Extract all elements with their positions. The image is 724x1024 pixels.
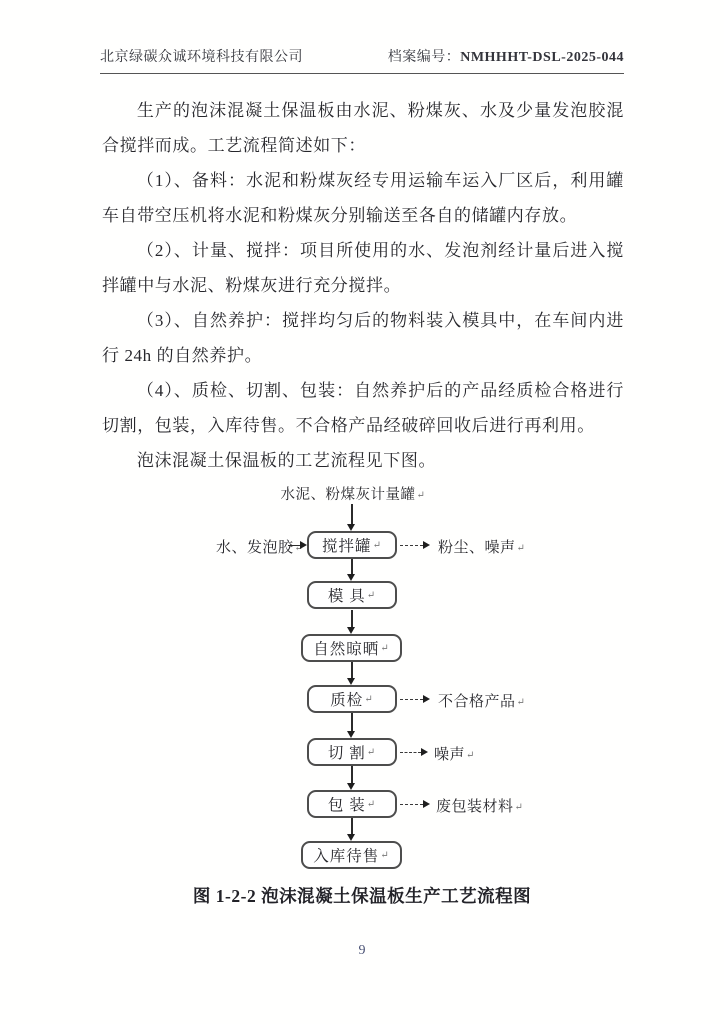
- archive-number-value: NMHHHT-DSL-2025-044: [460, 50, 624, 65]
- down-arrow-icon: [351, 610, 353, 627]
- figure-caption: 图 1-2-2 泡沫混凝土保温板生产工艺流程图: [192, 886, 532, 906]
- flowchart-node-mixing-tank: 搅拌罐 ↵: [307, 531, 397, 559]
- return-mark-icon: ↵: [366, 746, 377, 758]
- return-mark-icon: ↵: [516, 543, 526, 554]
- paragraph-step-1: （1）、备料：水泥和粉煤灰经专用运输车运入厂区后，利用罐车自带空压机将水泥和粉煤灰分别输送至各自的储罐内存放。: [102, 171, 624, 225]
- company-name: 北京绿碳众诚环境科技有限公司: [100, 50, 303, 65]
- dashed-arrow-icon: [400, 752, 421, 753]
- archive-number-label: 档案编号：: [387, 50, 461, 65]
- down-arrow-icon: [351, 713, 353, 731]
- paragraph-step-3: （3）、自然养护：搅拌均匀后的物料装入模具中，在车间内进行 24h 的自然养护。: [102, 311, 624, 365]
- flowchart-node-warehouse: 入库待售 ↵: [301, 841, 402, 869]
- return-mark-icon: ↵: [366, 589, 377, 601]
- body-text: [102, 93, 624, 478]
- return-mark-icon: ↵: [364, 693, 374, 705]
- return-mark-icon: ↵: [366, 798, 377, 810]
- return-mark-icon: ↵: [516, 697, 526, 708]
- flowchart-node-quality-check: 质检 ↵: [307, 685, 397, 713]
- emission-label-rejects: 不合格产品↵: [438, 694, 526, 710]
- down-arrow-icon: [351, 818, 353, 834]
- dashed-arrow-icon: [400, 804, 423, 805]
- right-arrow-icon: [288, 545, 300, 546]
- down-arrow-icon: [351, 766, 353, 783]
- down-arrow-icon: [351, 504, 353, 524]
- dashed-arrow-icon: [400, 545, 423, 546]
- page-number: 9: [358, 943, 366, 958]
- paragraph-figure-ref: 泡沫混凝土保温板的工艺流程见下图。: [136, 451, 437, 470]
- down-arrow-icon: [351, 662, 353, 678]
- process-flowchart: [0, 478, 724, 880]
- return-mark-icon: ↵: [294, 543, 304, 554]
- flowchart-node-natural-curing: 自然晾晒 ↵: [301, 634, 402, 662]
- paragraph-step-4: （4）、质检、切割、包装：自然养护后的产品经质检合格进行切割，包装，入库待售。不合格产品经破碎回收后进行再利用。: [102, 381, 624, 435]
- emission-label-waste-packaging: 废包装材料↵: [436, 799, 524, 815]
- return-mark-icon: ↵: [372, 539, 382, 551]
- flowchart-node-packaging: 包 装 ↵: [307, 790, 397, 818]
- dashed-arrow-icon: [400, 699, 423, 700]
- return-mark-icon: ↵: [380, 642, 390, 654]
- flowchart-node-mold: 模 具 ↵: [307, 581, 397, 609]
- emission-label-dust-noise: 粉尘、噪声↵: [438, 540, 526, 556]
- paragraph-step-2: （2）、计量、搅拌：项目所使用的水、发泡剂经计量后进入搅拌罐中与水泥、粉煤灰进行充分搅拌。: [102, 241, 624, 295]
- flowchart-node-cutting: 切 割 ↵: [307, 738, 397, 766]
- down-arrow-icon: [351, 559, 353, 574]
- paragraph-intro: 生产的泡沫混凝土保温板由水泥、粉煤灰、水及少量发泡胶混合搅拌而成。工艺流程简述如下：: [102, 101, 624, 155]
- return-mark-icon: ↵: [380, 849, 390, 861]
- flowchart-source-label: 水泥、粉煤灰计量罐↵: [280, 487, 426, 503]
- return-mark-icon: ↵: [416, 490, 426, 501]
- archive-number-field: [388, 46, 624, 66]
- return-mark-icon: ↵: [514, 802, 524, 813]
- return-mark-icon: ↵: [466, 750, 475, 761]
- flowchart-input-label: 水、发泡胶↵: [216, 540, 304, 556]
- emission-label-noise: 噪声↵: [434, 747, 475, 763]
- page-header: [100, 46, 624, 74]
